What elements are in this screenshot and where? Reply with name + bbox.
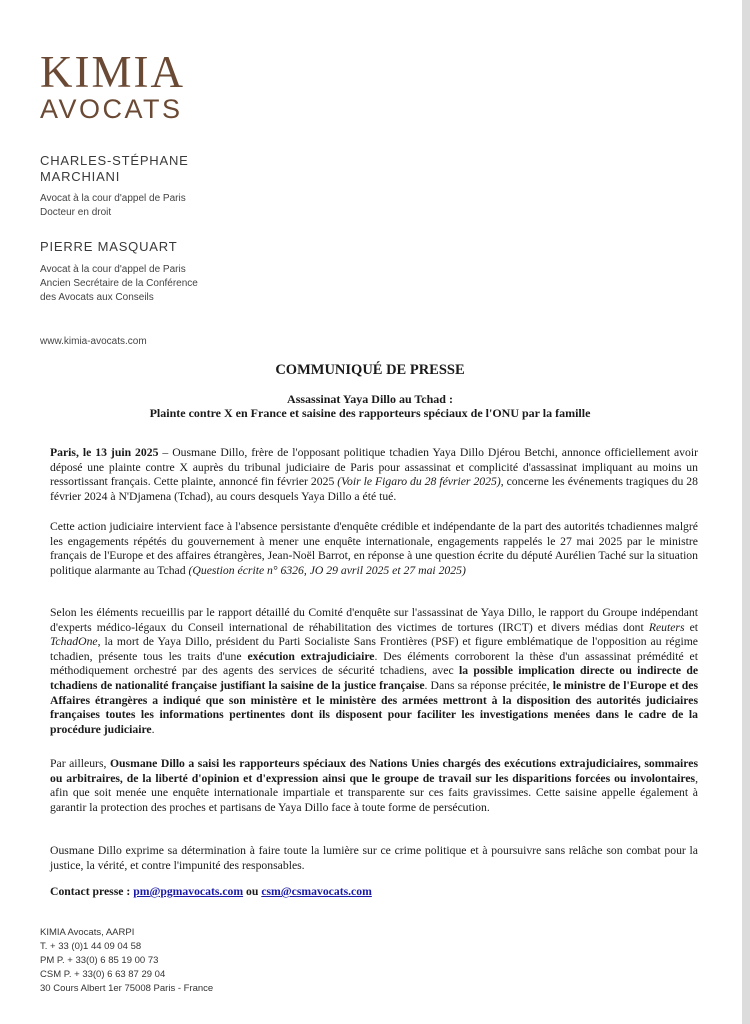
footer-phone-pm: PM P. + 33(0) 6 85 19 00 73 — [40, 955, 159, 966]
logo-avocats: AVOCATS — [40, 94, 183, 124]
footer-address: 30 Cours Albert 1er 75008 Paris - France — [40, 983, 214, 994]
lawyer1-title-line2: Docteur en droit — [40, 207, 112, 218]
lawyer2-title-line1: Avocat à la cour d'appel de Paris — [40, 264, 186, 275]
lawyer1-name-line2: MARCHIANI — [40, 169, 121, 184]
footer-phone: T. + 33 (0)1 44 09 04 58 — [40, 941, 142, 952]
press-release-title: COMMUNIQUÉ DE PRESSE — [275, 362, 465, 378]
lawyer1-name-line1: CHARLES-STÉPHANE — [40, 153, 189, 168]
paragraph-2: Cette action judiciaire intervient face à l'absence persistante d'enquête crédible et indépendante de la part des autorités tchadiennes malgré les engagements répétés du gouvernement à mener une enquête internationale, engagements rappelés le 27 mai 2025 par le ministre français de l'Europe et des affaires étrangères, Jean-Noël Barrot, en réponse à une question écrite du député Aurélien Taché sur la situation politique alarmante au Tchad (Question écrite n° 6326, JO 29 avril 2025 et 27 mai 2025) — [50, 520, 698, 577]
lawyer2-title-line3: des Avocats aux Conseils — [40, 292, 154, 303]
dateline: Paris, le 13 juin 2025 — [50, 446, 159, 459]
page-edge — [742, 0, 750, 1024]
press-subtitle-1: Assassinat Yaya Dillo au Tchad : — [287, 392, 453, 406]
paragraph-4: Par ailleurs, Ousmane Dillo a saisi les rapporteurs spéciaux des Nations Unies chargés des exécutions extrajudiciaires, sommaires ou arbitraires, de la liberté d'opinion et d'expression ainsi que le groupe de travail sur les disparitions forcées ou involontaires, afin que soit menée une enquête internationale impartiale et transparente sur ces faits gravissimes. Cette saisine appelle également à garantir la protection des proches et partisans de Yaya Dillo face à toute forme de persécution. — [50, 757, 699, 814]
paragraph-3: Selon les éléments recueillis par le rapport détaillé du Comité d'enquête sur l'assassinat de Yaya Dillo, le rapport du Groupe indépendant d'experts médico-légaux du Conseil international de réhabilitation des victimes de tortures (IRCT) et divers médias dont Reuters et TchadOne, la mort de Yaya Dillo, président du Parti Socialiste Sans Frontières (PSF) et figure emblématique de l'opposition au régime tchadien, présente tous les traits d'une exécution extrajudiciaire. Des éléments corroborent la thèse d'un assassinat prémédité et méthodiquement orchestré par des agents des services de sécurité tchadiens, avec la possible implication directe ou indirecte de tchadiens de nationalité française justifiant la saisine de la justice française. Dans sa réponse précitée, le ministre de l'Europe et des Affaires étrangères a indiqué que son ministère et le ministère des armées mettront à la disposition des autorités judiciaires françaises toutes les informations pertinentes dont ils disposent pour faciliter les investigations menées dans le cadre de la procédure judiciaire. — [50, 606, 699, 736]
paragraph-1: Paris, le 13 juin 2025 – Ousmane Dillo, frère de l'opposant politique tchadien Yaya Dillo Djérou Betchi, annonce officiellement avoir déposé une plainte contre X auprès du tribunal judiciaire de Paris pour assassinat et complicité d'assassinat impliquant au moins un ressortissant français. Cette plainte, annoncé fin février 2025 (Voir le Figaro du 28 février 2025), concerne les événements tragiques du 28 février 2024 à N'Djamena (Tchad), au cours desquels Yaya Dillo a été tué. — [50, 446, 698, 503]
logo-kimia: KIMIA — [40, 47, 185, 97]
lawyer2-name: PIERRE MASQUART — [40, 239, 178, 254]
footer-firm: KIMIA Avocats, AARPI — [40, 927, 135, 938]
lawyer1-title-line1: Avocat à la cour d'appel de Paris — [40, 193, 186, 204]
press-subtitle-2: Plainte contre X en France et saisine des rapporteurs spéciaux de l'ONU par la famille — [149, 406, 591, 420]
contact-line: Contact presse : pm@pgmavocats.com ou csm@csmavocats.com — [50, 885, 372, 898]
footer-phone-csm: CSM P. + 33(0) 6 63 87 29 04 — [40, 969, 166, 980]
lawyer2-title-line2: Ancien Secrétaire de la Conférence — [40, 278, 198, 289]
email-link-csm[interactable]: csm@csmavocats.com — [261, 885, 372, 898]
email-link-pm[interactable]: pm@pgmavocats.com — [133, 885, 244, 898]
contact-label: Contact presse : — [50, 885, 134, 898]
website-link[interactable]: www.kimia-avocats.com — [40, 336, 147, 347]
paragraph-5: Ousmane Dillo exprime sa détermination à faire toute la lumière sur ce crime politique et à poursuivre sans relâche son combat pour la justice, la vérité, et contre l'impunité des responsables. — [50, 844, 698, 872]
